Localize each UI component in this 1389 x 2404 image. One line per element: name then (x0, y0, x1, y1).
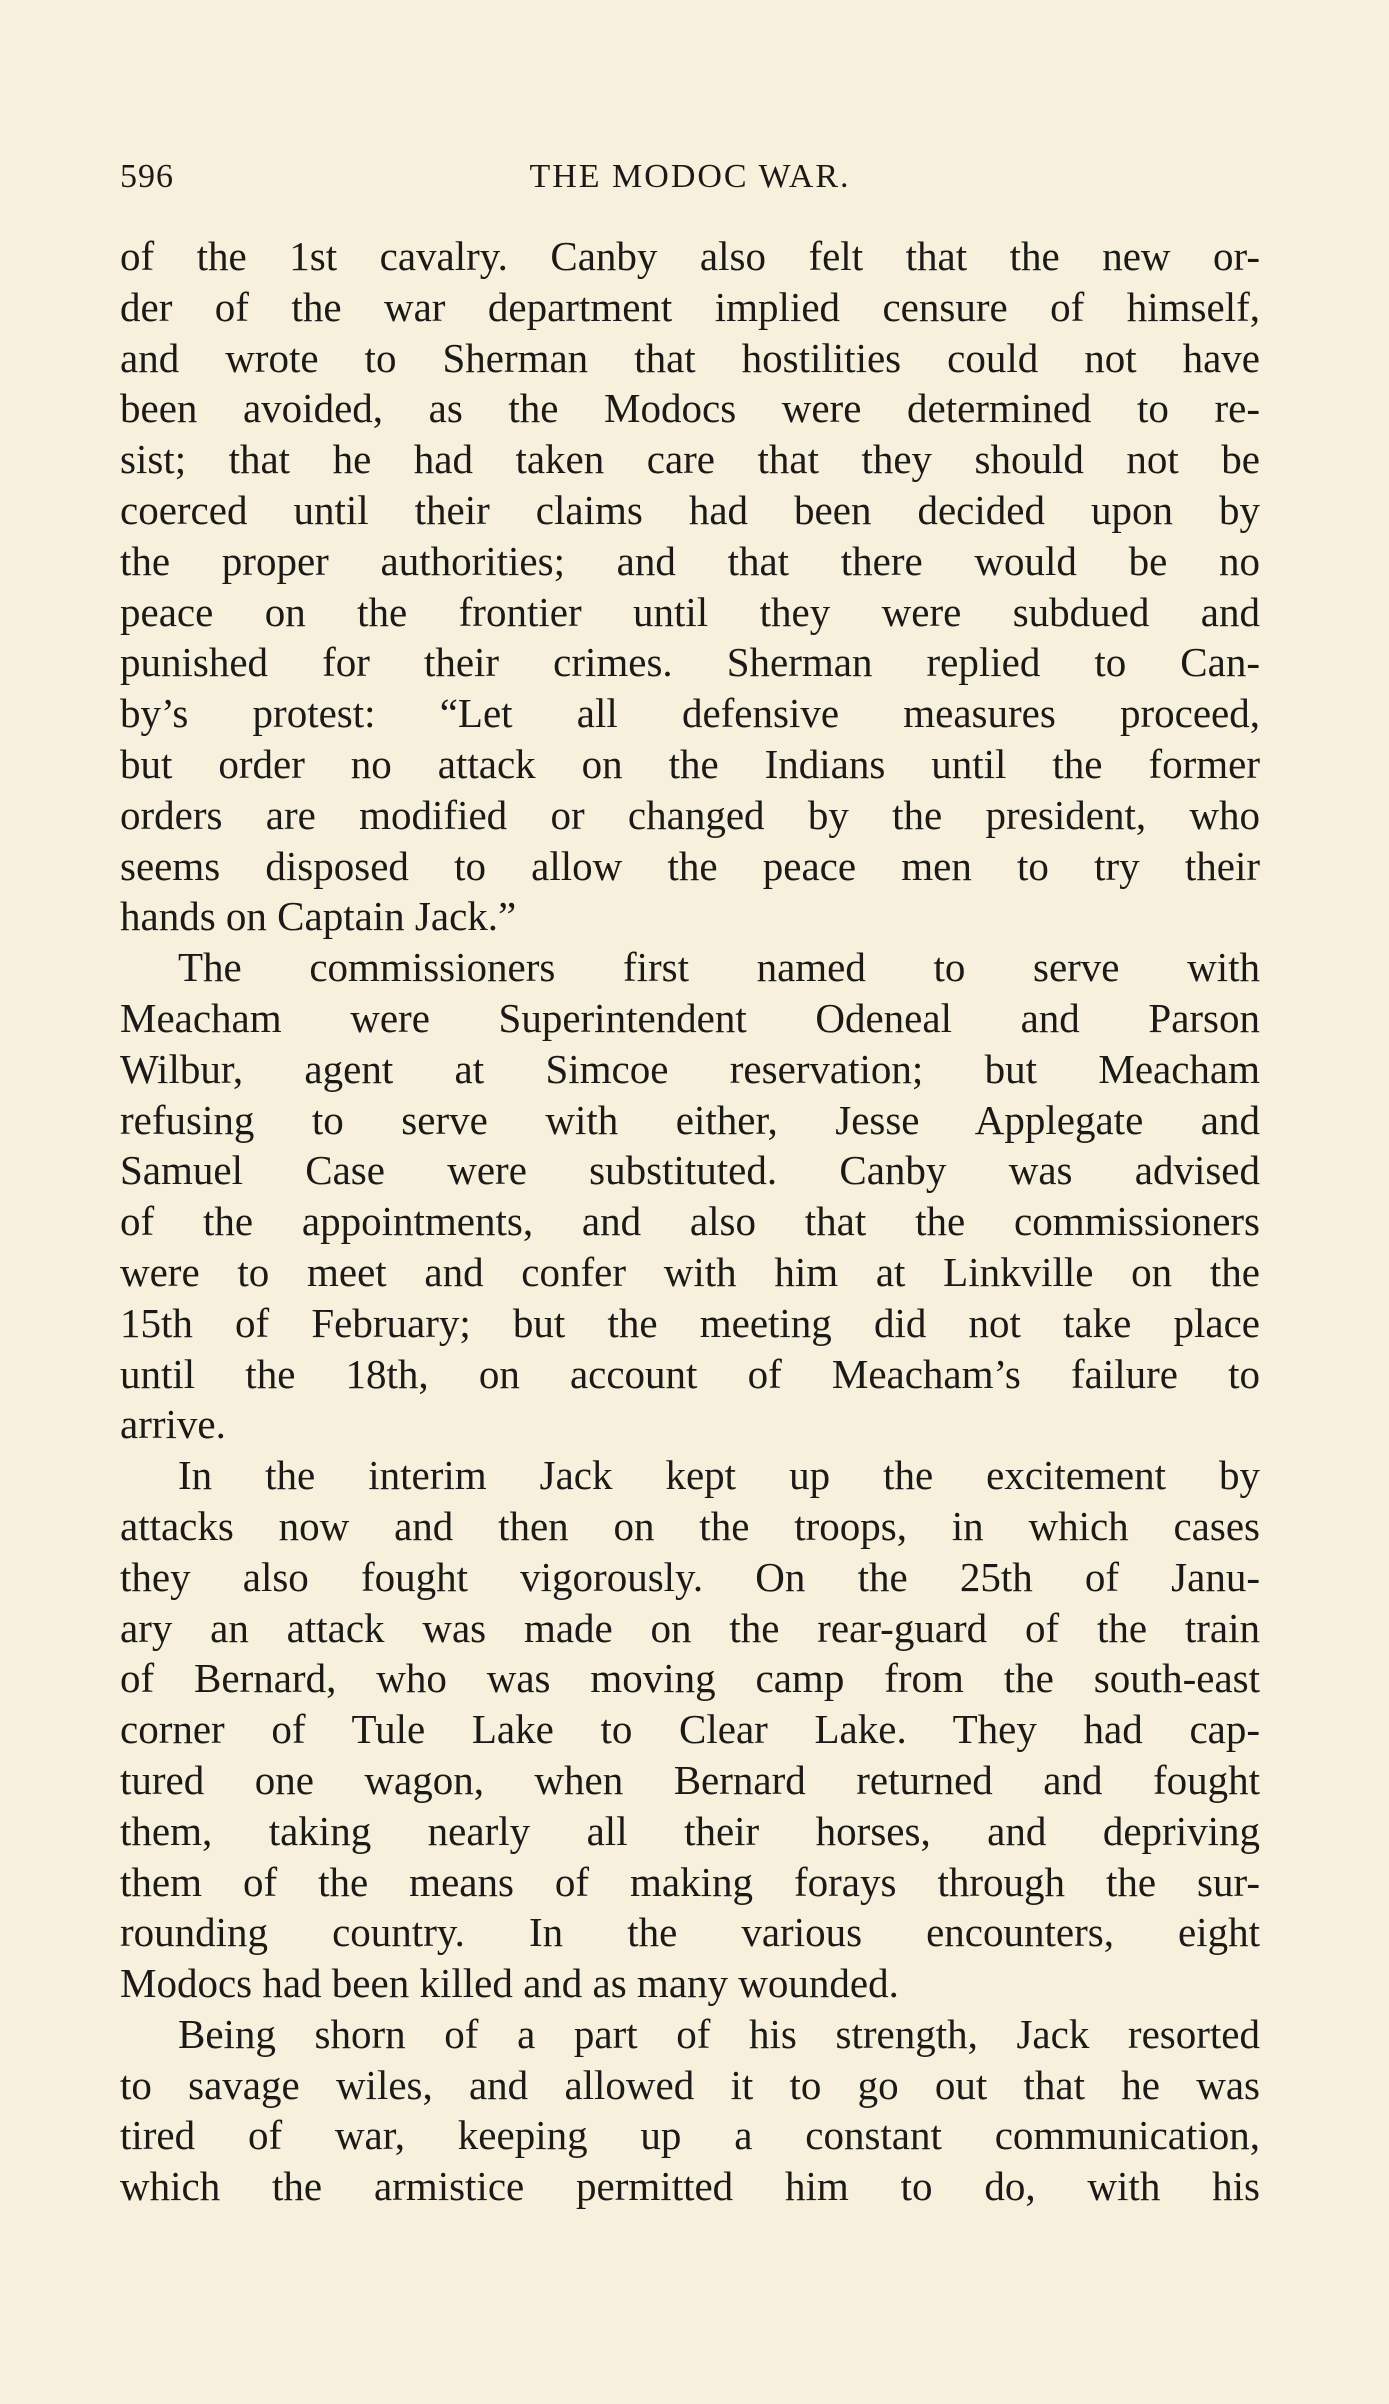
text-line: they also fought vigorously. On the 25th of Janu- (120, 1553, 1260, 1600)
text-line: of the 1st cavalry. Canby also felt that the new or- (120, 233, 1260, 279)
text-line: orders are modified or changed by the president, who (120, 791, 1260, 838)
text-line: to savage wiles, and allowed it to go out that he was (120, 2061, 1260, 2108)
text-line: them, taking nearly all their horses, and depriving (120, 1807, 1260, 1854)
running-head (120, 158, 1260, 208)
page-number: 596 (120, 158, 174, 195)
text-line: seems disposed to allow the peace men to try their (120, 842, 1260, 889)
text-line: Being shorn of a part of his strength, Jack resorted (178, 2010, 1260, 2057)
text-line: attacks now and then on the troops, in which cases (120, 1502, 1260, 1549)
text-line: The commissioners first named to serve with (178, 944, 1260, 991)
text-line: corner of Tule Lake to Clear Lake. They had cap- (120, 1706, 1260, 1753)
text-line: Samuel Case were substituted. Canby was advised (120, 1147, 1260, 1194)
text-line: coerced until their claims had been decided upon by (120, 486, 1260, 533)
running-title: THE MODOC WAR. (529, 158, 851, 195)
body-text (120, 231, 1260, 2212)
text-line: but order no attack on the Indians until the former (120, 740, 1260, 787)
text-line: der of the war department implied censure of himself, (120, 283, 1260, 330)
text-line: refusing to serve with either, Jesse Applegate and (120, 1096, 1260, 1143)
text-line: and wrote to Sherman that hostilities could not have (120, 334, 1260, 381)
text-line: which the armistice permitted him to do, with his (120, 2163, 1260, 2210)
text-line: rounding country. In the various encounters, eight (120, 1909, 1260, 1956)
text-line: tured one wagon, when Bernard returned and fought (120, 1756, 1260, 1803)
text-line: arrive. (120, 1401, 226, 1448)
text-line: the proper authorities; and that there would be no (120, 537, 1260, 584)
text-line: been avoided, as the Modocs were determined to re- (120, 385, 1260, 432)
text-line: sist; that he had taken care that they should not be (120, 436, 1260, 483)
text-line: were to meet and confer with him at Linkville on the (120, 1248, 1260, 1295)
text-line: Meacham were Superintendent Odeneal and Parson (120, 994, 1260, 1041)
text-line: them of the means of making forays through the sur- (120, 1858, 1260, 1905)
text-line: tired of war, keeping up a constant communication, (120, 2112, 1260, 2159)
text-line: by’s protest: “Let all defensive measures proceed, (120, 690, 1260, 737)
text-line: Wilbur, agent at Simcoe reservation; but Meacham (120, 1045, 1260, 1092)
text-line: punished for their crimes. Sherman replied to Can- (120, 639, 1260, 686)
text-line: In the interim Jack kept up the excitement by (178, 1452, 1260, 1499)
text-line: peace on the frontier until they were subdued and (120, 588, 1260, 635)
text-line: 15th of February; but the meeting did not take place (120, 1299, 1260, 1346)
text-line: ary an attack was made on the rear-guard of the train (120, 1604, 1260, 1651)
text-line: Modocs had been killed and as many wounded. (120, 1960, 899, 2007)
text-line: until the 18th, on account of Meacham’s failure to (120, 1350, 1260, 1397)
text-line: hands on Captain Jack.” (120, 893, 517, 940)
text-line: of Bernard, who was moving camp from the south-east (120, 1655, 1260, 1702)
text-line: of the appointments, and also that the commissioners (120, 1198, 1260, 1245)
